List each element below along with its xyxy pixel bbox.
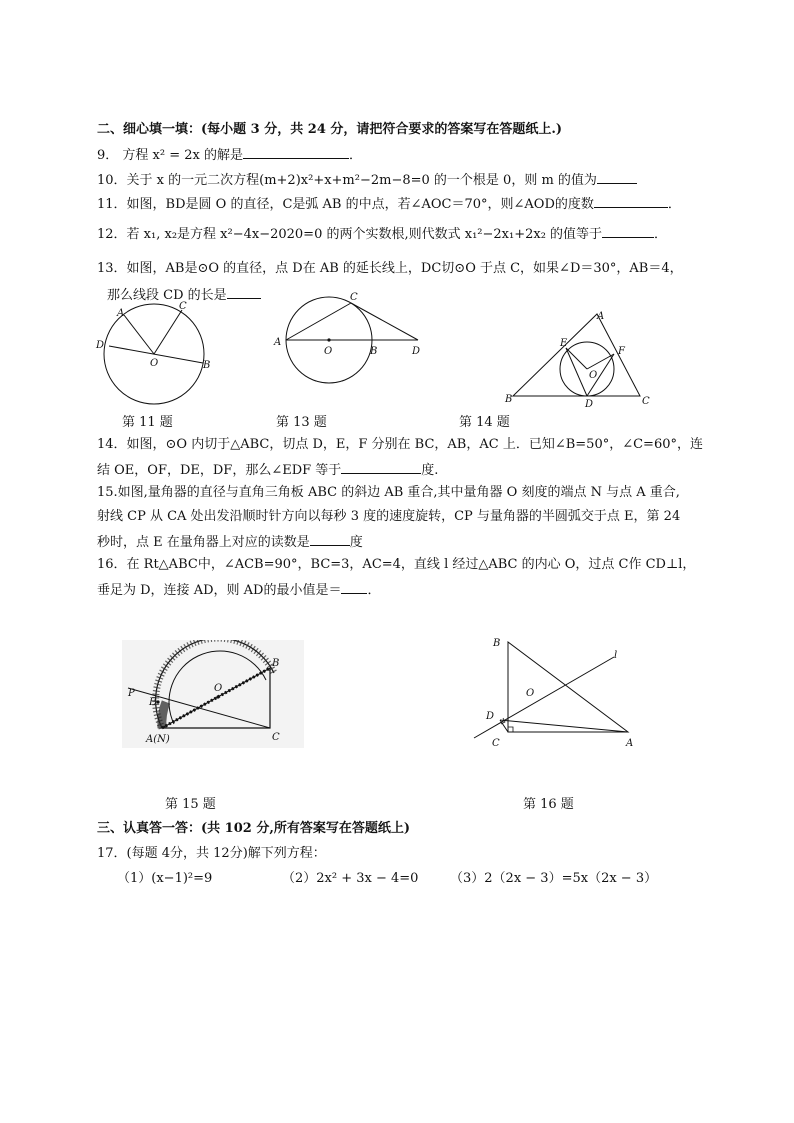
- caption-figure-15: 第 15 题: [165, 797, 216, 812]
- answer-blank-12: [602, 224, 654, 238]
- question-10-text: 10．关于 x 的一元二次方程(m+2)x²+x+m²−2m−8=0 的一个根是 0，则 m 的值为: [97, 173, 597, 188]
- label-c: C: [272, 732, 280, 743]
- question-11-text: 11．如图，BD是圆 O 的直径，C是弧 AB 的中点，若∠AOC＝70°，则∠AOD的度数: [97, 197, 594, 212]
- label-a: A: [597, 311, 605, 322]
- question-12-end: ．: [654, 227, 668, 242]
- figure-14: [503, 306, 661, 410]
- question-11: [97, 194, 681, 214]
- figure-13: [272, 290, 432, 385]
- question-16-end: ．: [367, 583, 381, 598]
- label-p: P: [128, 688, 135, 699]
- label-e: E: [560, 338, 568, 349]
- question-9-text: 9． 方程 x² = 2x 的解是: [97, 148, 243, 163]
- label-b: B: [272, 658, 280, 669]
- label-c: C: [350, 292, 358, 303]
- answer-blank-13: [227, 285, 261, 299]
- question-15-text: 秒时，点 E 在量角器上对应的读数是: [97, 535, 310, 550]
- label-f: F: [618, 346, 625, 357]
- question-15-end: 度: [349, 535, 363, 550]
- question-14-line1: 14．如图，⊙O 内切于△ABC，切点 D，E，F 分别在 BC，AB，AC 上．已知∠B=50°，∠C=60°，连: [97, 437, 703, 452]
- question-17-part-3: （3）2（2x − 3）=5x（2x − 3）: [450, 871, 658, 886]
- figure-11: [90, 296, 220, 408]
- label-a-n: A(N): [146, 734, 170, 745]
- label-d: D: [486, 711, 495, 722]
- question-14-text: 结 OE，OF，DE，DF，那么∠EDF 等于: [97, 463, 342, 478]
- question-16-text: 垂足为 D，连接 AD，则 AD的最小值是＝: [97, 583, 342, 598]
- label-c: C: [492, 738, 500, 749]
- question-17: 17．(每题 4分，共 12分)解下列方程：: [97, 846, 326, 861]
- answer-blank-11: [594, 194, 668, 208]
- label-d: D: [96, 340, 105, 351]
- label-d: D: [412, 346, 421, 357]
- label-d: D: [585, 399, 594, 410]
- label-c: C: [642, 396, 650, 407]
- question-13-text: 那么线段 CD 的长是: [107, 288, 227, 303]
- question-15-line2: 射线 CP 从 CA 处出发沿顺时针方向以每秒 3 度的速度旋转，CP 与量角器的半圆弧交于点 E，第 24: [97, 509, 681, 524]
- label-b: B: [493, 638, 501, 649]
- label-b: B: [505, 394, 513, 405]
- answer-blank-9: [243, 145, 349, 159]
- label-c: C: [179, 301, 187, 312]
- label-a: A: [117, 308, 125, 319]
- question-9: [97, 145, 362, 165]
- label-o: O: [526, 688, 535, 699]
- question-17-part-1: （1）(x−1)²=9: [117, 871, 213, 886]
- question-12: [97, 224, 667, 244]
- question-9-end: ．: [348, 148, 362, 163]
- answer-blank-16: [341, 580, 367, 594]
- caption-figure-16: 第 16 题: [523, 797, 574, 812]
- question-16-line2: [97, 580, 380, 600]
- question-13-line1: 13．如图，AB是⊙O 的直径，点 D在 AB 的延长线上，DC切⊙O 于点 C，如果∠D＝30°，AB＝4，: [97, 261, 683, 276]
- question-14-line2: [97, 460, 438, 480]
- label-l: l: [614, 650, 618, 661]
- figure-16: [470, 630, 650, 752]
- question-10: [97, 170, 637, 190]
- label-a: A: [626, 738, 634, 749]
- answer-blank-14: [341, 460, 421, 474]
- label-o: O: [214, 683, 223, 694]
- section3-heading: 三、认真答一答：(共 102 分,所有答案写在答题纸上): [97, 821, 411, 836]
- label-e: E: [149, 697, 157, 708]
- caption-figure-13: 第 13 题: [276, 415, 327, 430]
- answer-blank-15: [310, 532, 350, 546]
- figure-15: [122, 640, 304, 750]
- question-12-text: 12．若 x₁, x₂是方程 x²−4x−2020=0 的两个实数根,则代数式 x₁²−2x₁+2x₂ 的值等于: [97, 227, 603, 242]
- answer-blank-10: [597, 170, 637, 184]
- label-o: O: [324, 346, 333, 357]
- question-11-end: ．: [667, 197, 681, 212]
- label-o: O: [589, 370, 598, 381]
- question-16-line1: 16．在 Rt△ABC中，∠ACB=90°，BC=3，AC=4，直线 l 经过△ABC 的内心 O，过点 C作 CD⊥l，: [97, 557, 696, 572]
- question-15-line1: 15.如图,量角器的直径与直角三角板 ABC 的斜边 AB 重合,其中量角器 O 刻度的端点 N 与点 A 重合,: [97, 485, 680, 500]
- caption-figure-14: 第 14 题: [459, 415, 510, 430]
- section2-heading: 二、细心填一填：(每小题 3 分，共 24 分，请把符合要求的答案写在答题纸上.): [97, 122, 563, 137]
- question-17-part-2: （2）2x² + 3x − 4=0: [282, 871, 419, 886]
- label-b: B: [203, 360, 211, 371]
- label-a: A: [274, 337, 282, 348]
- label-b: B: [370, 346, 378, 357]
- question-14-end: 度.: [421, 463, 439, 478]
- label-o: O: [150, 358, 159, 369]
- question-15-line3: [97, 532, 363, 552]
- caption-figure-11: 第 11 题: [122, 415, 173, 430]
